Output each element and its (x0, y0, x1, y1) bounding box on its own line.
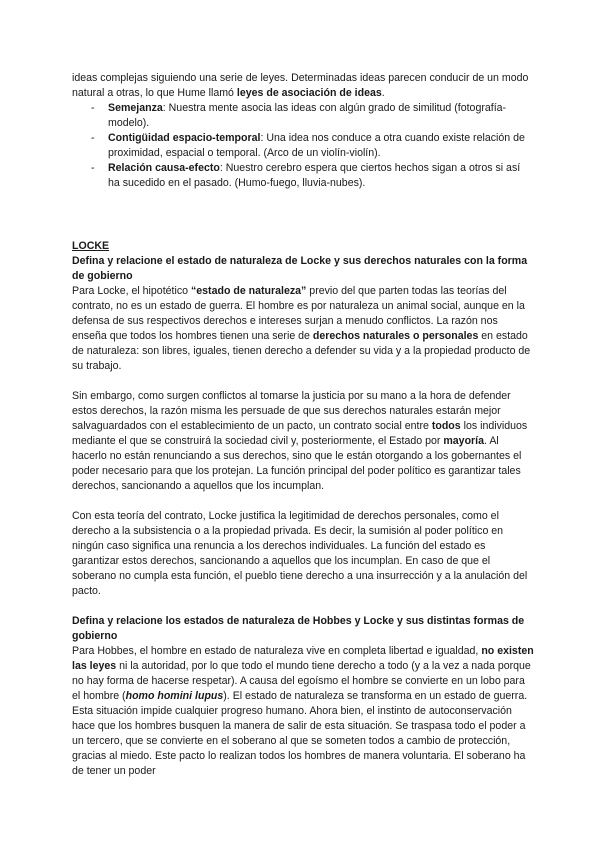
question-heading-1: Defina y relacione el estado de naturaleza de Locke y sus derechos naturales con la forma de gobierno (72, 255, 528, 282)
list-item-causa-efecto (72, 161, 534, 191)
bold-run: no existen las leyes (72, 645, 534, 672)
latin-phrase: homo homini lupus (125, 690, 224, 702)
paragraph-locke-legitimacy: Con esta teoría del contrato, Locke justifica la legitimidad de derechos personales, como el derecho a la subsistencia o a la propiedad privada. Es decir, la sumisión al poder político en ningún caso significa una renuncia a los derechos individuales. La función del estado es garantizar estos derechos, sancionando a aquellos que los incumplan. En caso de que el soberano no cumpla esta función, el pueblo tiene derecho a una insurrección y a la anulación del pacto. (72, 510, 528, 597)
list-item-semejanza (72, 101, 534, 131)
text-run: . Al hacerlo no están renunciando a sus derechos, sino que le están otorgando a los gobernantes el poder necesario para que los protejan. La función principal del poder político es garantizar tales derechos, sancionando a aquellos que los incumplan. (72, 435, 522, 492)
list-item-term: Relación causa-efecto (108, 162, 220, 174)
paragraph-locke-contract (72, 389, 534, 494)
list-item-term: Semejanza (108, 102, 163, 114)
intro-paragraph (72, 71, 534, 101)
section-heading-locke: LOCKE (72, 240, 110, 252)
list-item-text: : Nuestro cerebro espera que ciertos hechos sigan a otros si así ha sucedido en el pasado. (Humo-fuego, lluvia-nubes). (108, 162, 521, 189)
intro-end: . (381, 87, 385, 99)
bold-run: mayoría (443, 435, 485, 447)
bold-run: derechos naturales o personales (312, 330, 479, 342)
text-run: ). El estado de naturaleza se transforma en un estado de guerra. Esta situación impide cualquier progreso humano. Ahora bien, el instinto de autoconservación hace que los hombres busquen la manera de salir de esta situación. Se traspasa todo el poder a un tercero, que se convierte en el soberano al que se someten todos a cambio de protección, gracias al miedo. Este pacto lo realizan todos los hombres de manera voluntaria. El soberano ha de tener un poder (72, 690, 528, 777)
list-item-term: Contigüidad espacio-temporal (108, 132, 261, 144)
bold-run: “estado de naturaleza” (190, 285, 307, 297)
intro-bold-term: leyes de asociación de ideas (236, 87, 382, 99)
list-item-text: : Una idea nos conduce a otra cuando existe relación de proximidad, espacial o temporal. (Arco de un violín-violín). (108, 132, 525, 159)
question-heading-2: Defina y relacione los estados de naturaleza de Hobbes y Locke y sus distintas formas de gobierno (72, 615, 525, 642)
bold-run: todos (431, 420, 461, 432)
document-page (72, 71, 534, 779)
text-run: Para Locke, el hipotético (72, 285, 191, 297)
text-run: previo del que parten todas las teorías del contrato, no es un estado de guerra. El hombre es por naturaleza un animal social, aunque en la defensa de sus respectivos derechos e intereses surjan a menudo conflictos. La razón nos enseña que todos los hombres tienen una serie de (72, 285, 525, 342)
association-laws-list (72, 101, 534, 191)
list-item-contiguidad (72, 131, 534, 161)
text-run: ni la autoridad, por lo que todo el mundo tiene derecho a todo (y a la vez a nada porque no hay forma de hacerse respetar). A causa del egoísmo el hombre se convierte en un lobo para el hombre ( (72, 660, 531, 702)
intro-text: ideas complejas siguiendo una serie de leyes. Determinadas ideas parecen conducir de un modo natural a otras, lo que Hume llamó (72, 72, 529, 99)
text-run: Sin embargo, como surgen conflictos al tomarse la justicia por su mano a la hora de defender estos derechos, la razón misma les persuade de que sus derechos naturales estarán mejor salvaguardados con el establecimiento de un pacto, un contrato social entre (72, 390, 511, 432)
text-run: Para Hobbes, el hombre en estado de naturaleza vive en completa libertad e igualdad, (72, 645, 482, 657)
list-item-text: : Nuestra mente asocia las ideas con algún grado de similitud (fotografía-modelo). (108, 102, 507, 129)
paragraph-locke-nature (72, 284, 534, 374)
text-run: en estado de naturaleza: son libres, iguales, tienen derecho a defender su vida y a la propiedad producto de su trabajo. (72, 330, 531, 372)
text-run: los individuos mediante el que se construirá la sociedad civil y, posteriormente, el Estado por (72, 420, 528, 447)
paragraph-hobbes-nature (72, 644, 534, 779)
